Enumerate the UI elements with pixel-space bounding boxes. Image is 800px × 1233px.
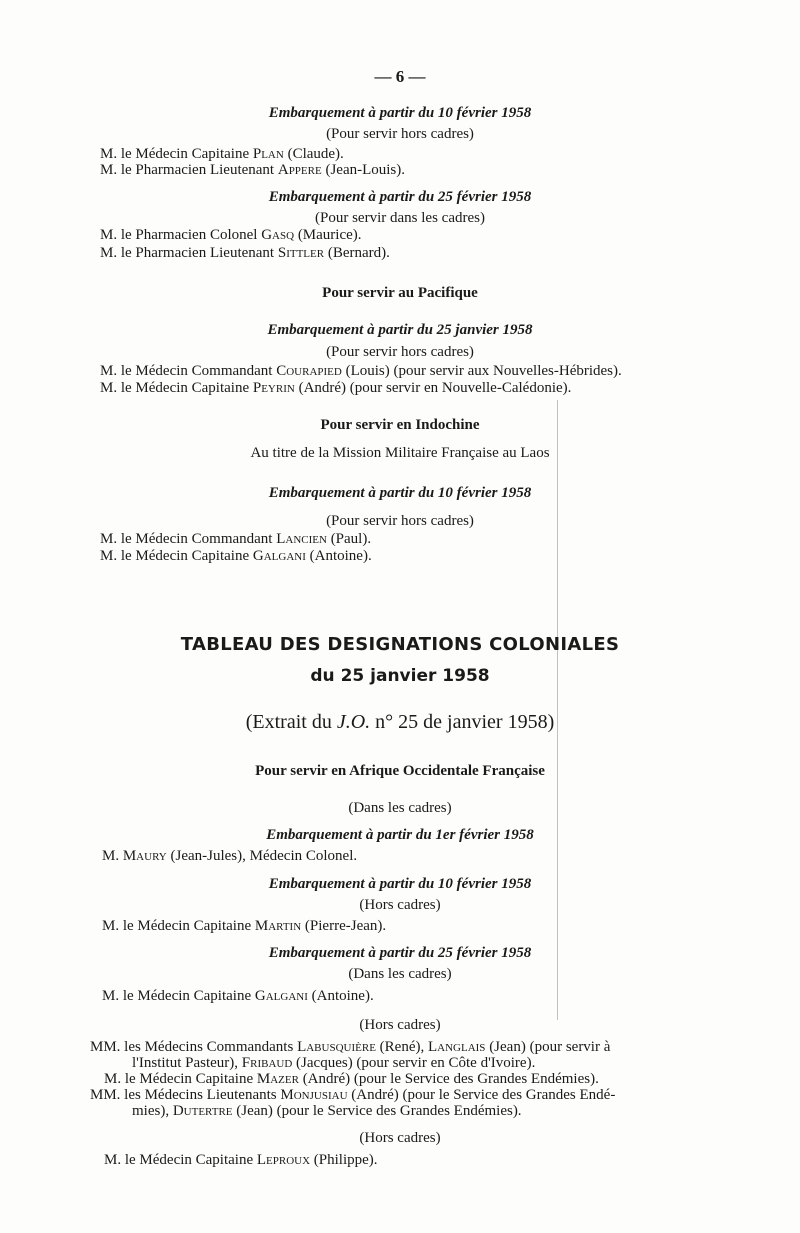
list-item-continuation: l'Institut Pasteur), Fribaud (Jacques) (pour servir en Côte d'Ivoire). [132,1055,536,1071]
list-item: M. Maury (Jean-Jules), Médecin Colonel. [102,848,358,864]
mission-line: Au titre de la Mission Militaire Française au Laos [250,445,550,461]
list-item: M. le Médecin Capitaine Galgani (Antoine). [102,988,374,1004]
section-heading-aof: Pour servir en Afrique Occidentale Française [255,763,545,779]
list-item: M. le Médecin Capitaine Martin (Pierre-Jean). [102,918,387,934]
service-note: (Hors cadres) [359,1017,441,1033]
list-item: M. le Pharmacien Colonel Gasq (Maurice). [100,227,362,243]
service-note: (Dans les cadres) [348,966,452,982]
list-item: MM. les Médecins Commandants Labusquière (René), Langlais (Jean) (pour servir à [90,1039,611,1055]
service-note: (Hors cadres) [359,1130,441,1146]
list-item: M. le Médecin Commandant Lancien (Paul). [100,531,372,547]
list-item-continuation: mies), Dutertre (Jean) (pour le Service des Grandes Endémies). [132,1103,522,1119]
embarquement-heading: Embarquement à partir du 25 février 1958 [268,945,532,961]
embarquement-heading: Embarquement à partir du 25 janvier 1958 [267,322,533,338]
section-heading-pacifique: Pour servir au Pacifique [322,285,478,301]
service-note: (Pour servir dans les cadres) [315,210,485,226]
service-note: (Pour servir hors cadres) [326,513,474,529]
service-note: (Dans les cadres) [348,800,452,816]
service-note: (Pour servir hors cadres) [326,344,474,360]
list-item: M. le Pharmacien Lieutenant Appere (Jean-Louis). [100,162,406,178]
embarquement-heading: Embarquement à partir du 10 février 1958 [268,485,532,501]
section-heading-indochine: Pour servir en Indochine [320,417,480,433]
list-item: M. le Médecin Capitaine Galgani (Antoine). [100,548,372,564]
extract-reference: (Extrait du J.O. n° 25 de janvier 1958) [245,711,555,733]
embarquement-heading: Embarquement à partir du 25 février 1958 [268,189,532,205]
service-note: (Pour servir hors cadres) [326,126,474,142]
list-item: M. le Médecin Commandant Courapied (Louis) (pour servir aux Nouvelles-Hébrides). [100,363,622,379]
page-number: — 6 — [374,67,426,86]
list-item: M. le Médecin Capitaine Peyrin (André) (pour servir en Nouvelle-Calédonie). [100,380,572,396]
list-item: M. le Médecin Capitaine Leproux (Philippe). [104,1152,378,1168]
tableau-title: TABLEAU DES DESIGNATIONS COLONIALES [180,634,620,655]
tableau-date: du 25 janvier 1958 [310,666,490,686]
embarquement-heading: Embarquement à partir du 1er février 1958 [266,827,534,843]
list-item: MM. les Médecins Lieutenants Monjusiau (André) (pour le Service des Grandes Endé- [90,1087,616,1103]
service-note: (Hors cadres) [359,897,441,913]
embarquement-heading: Embarquement à partir du 10 février 1958 [268,876,532,892]
embarquement-heading: Embarquement à partir du 10 février 1958 [268,105,532,121]
list-item: M. le Médecin Capitaine Plan (Claude). [100,146,344,162]
list-item: M. le Pharmacien Lieutenant Sittler (Bernard). [100,245,390,261]
list-item: M. le Médecin Capitaine Mazer (André) (pour le Service des Grandes Endémies). [104,1071,599,1087]
